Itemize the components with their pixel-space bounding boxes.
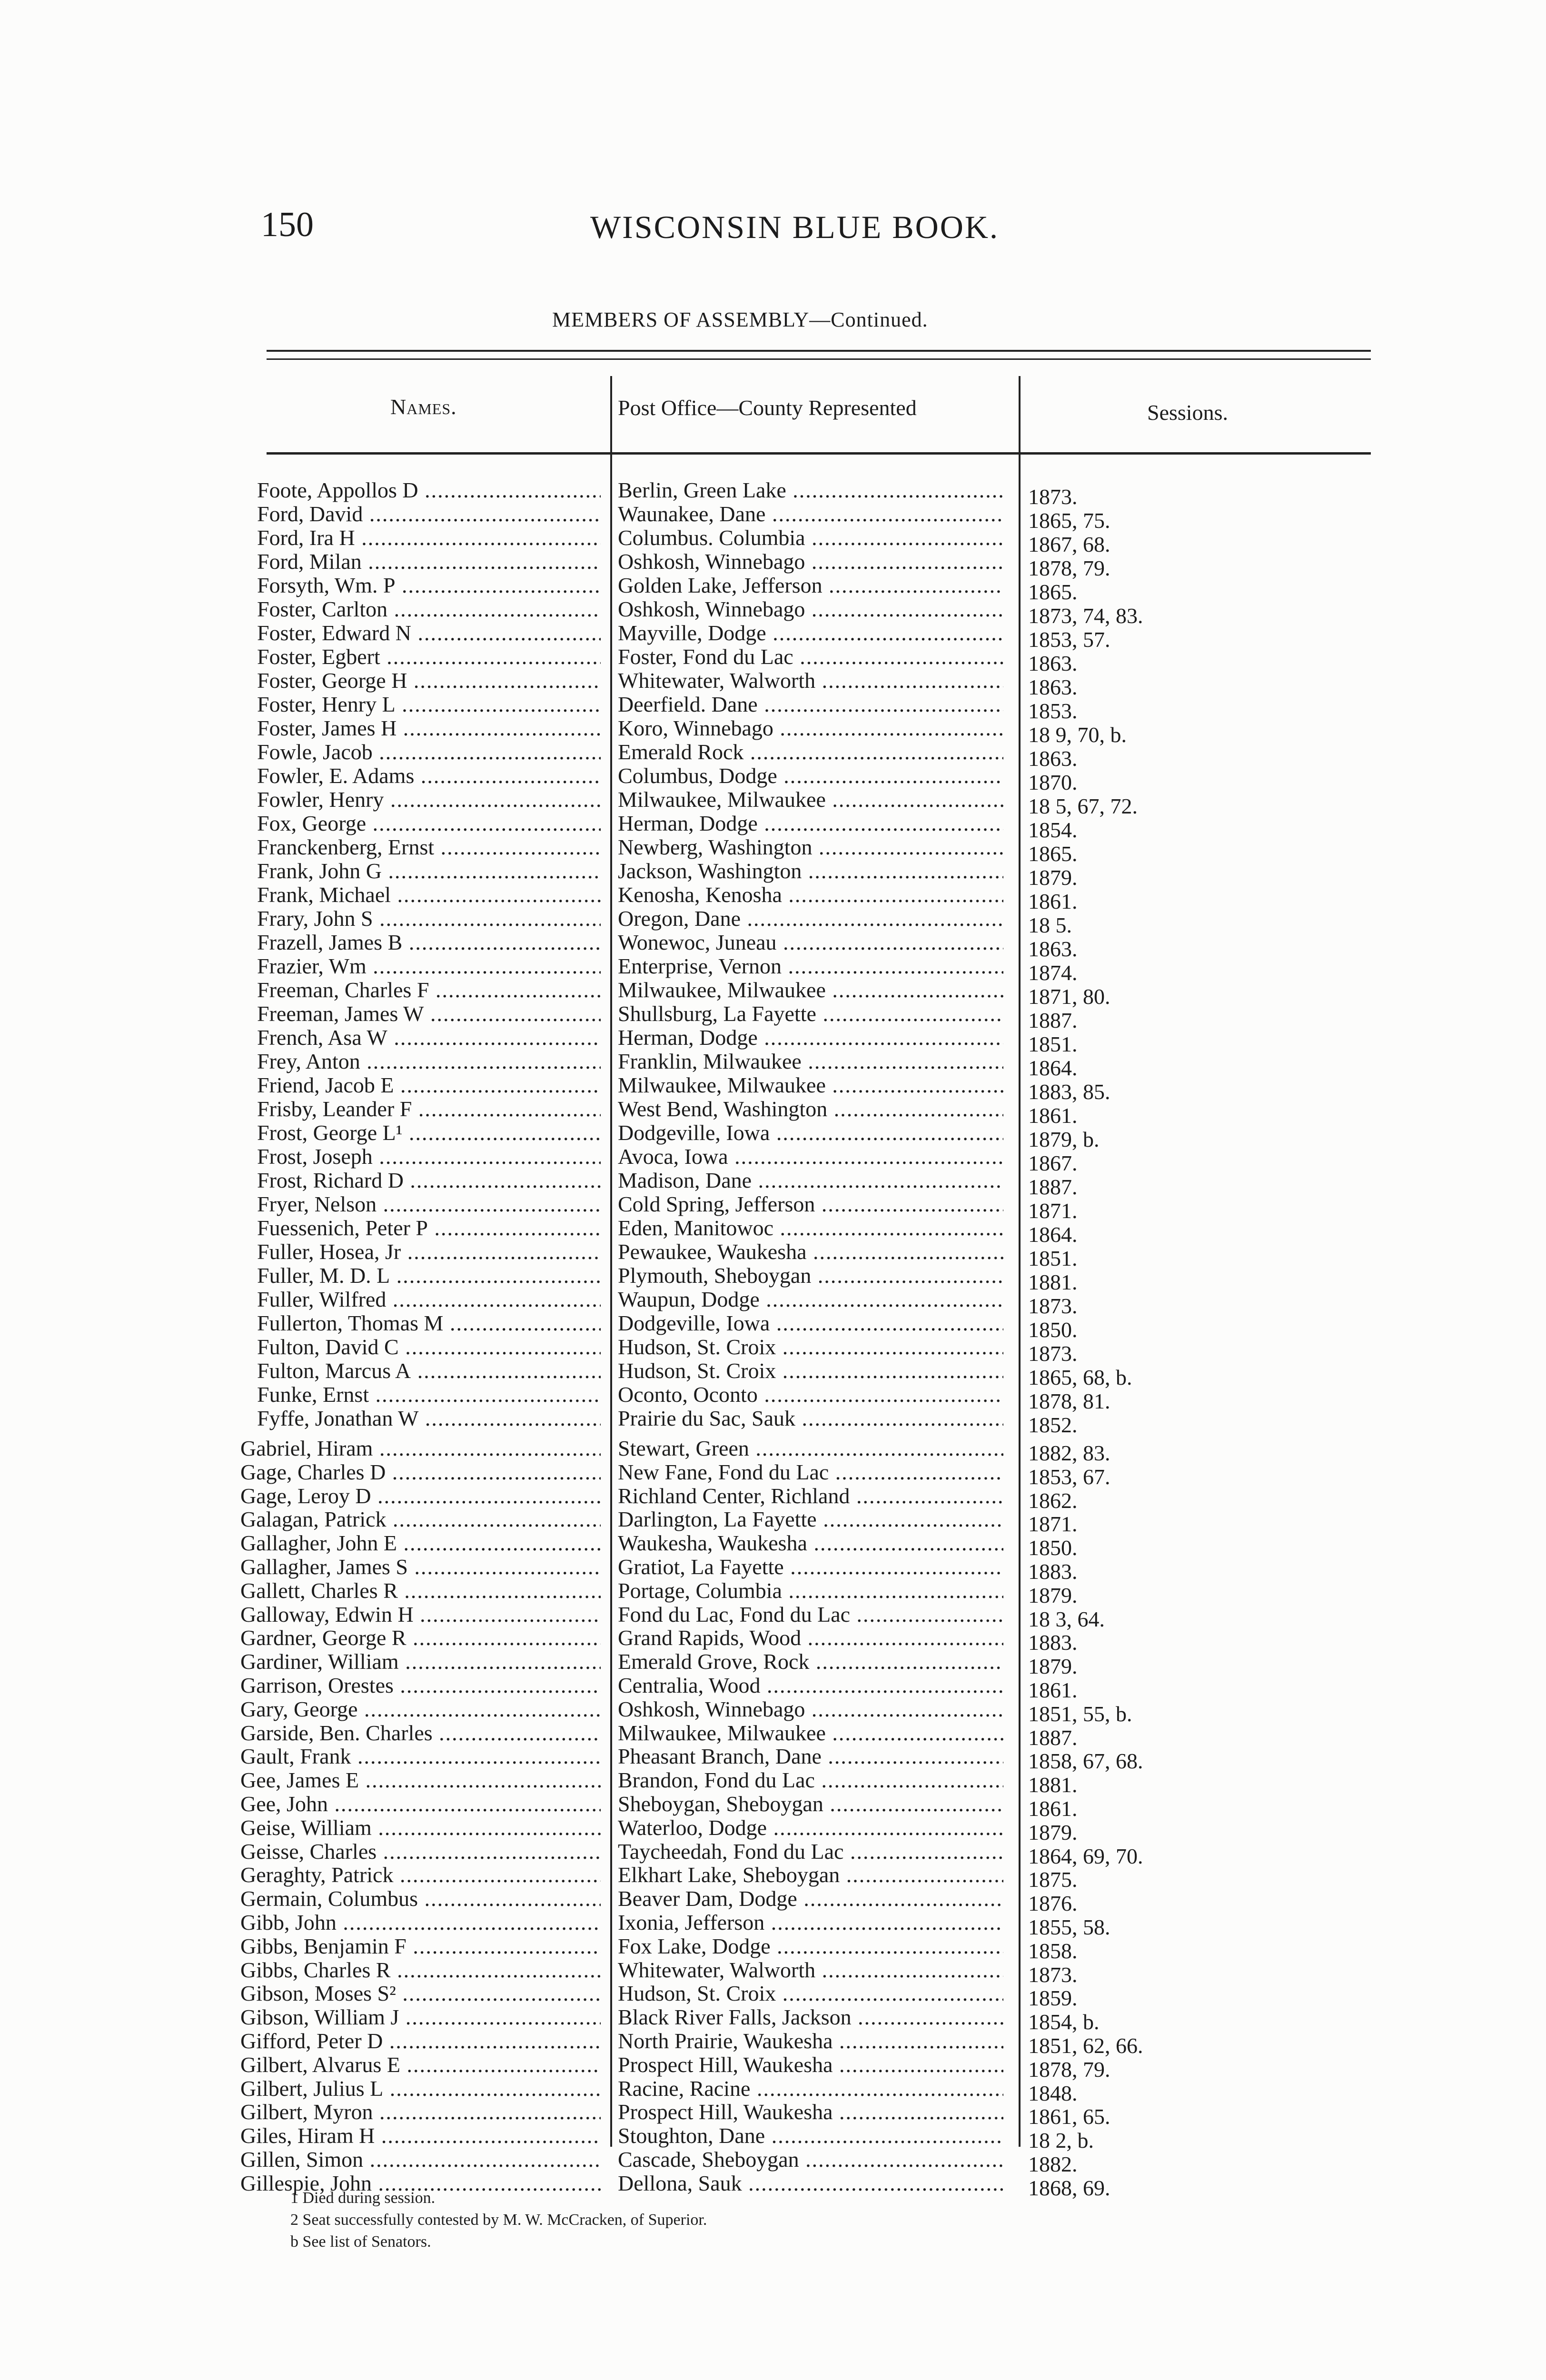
member-name: Frey, Anton .....: [257, 1050, 601, 1073]
table-row: [0, 1815, 1546, 1844]
member-name: Frost, George L¹ .....: [257, 1121, 601, 1145]
member-name: Garside, Ben. Charles .....: [240, 1721, 601, 1745]
member-sessions: 1878, 79.: [1028, 2057, 1110, 2082]
table-row: [0, 2076, 1546, 2105]
member-name: Frank, John G .....: [257, 859, 601, 883]
member-name: Gee, James E .....: [240, 1768, 601, 1792]
table-row: [0, 2124, 1546, 2153]
table-row: [0, 1026, 1546, 1056]
table-row: [0, 1792, 1546, 1821]
member-post-office: Brandon, Fond du Lac .....: [618, 1768, 1003, 1792]
member-post-office: Franklin, Milwaukee .....: [618, 1050, 1003, 1073]
member-sessions: 1863.: [1028, 651, 1078, 675]
member-sessions: 1853, 57.: [1028, 627, 1110, 652]
member-name: Frisby, Leander F .....: [257, 1097, 601, 1121]
member-sessions: 1883.: [1028, 1630, 1078, 1655]
member-name: Fuller, Hosea, Jr .....: [257, 1240, 601, 1264]
member-name: Geisse, Charles .....: [240, 1840, 601, 1864]
member-name: Funke, Ernst .....: [257, 1383, 601, 1407]
member-post-office: Waunakee, Dane .....: [618, 502, 1003, 526]
member-post-office: Golden Lake, Jefferson .....: [618, 574, 1003, 597]
member-sessions: 18 9, 70, b.: [1028, 723, 1127, 747]
member-name: Fowler, E. Adams .....: [257, 764, 601, 788]
member-post-office: Newberg, Washington .....: [618, 835, 1003, 859]
member-sessions: 1861.: [1028, 1103, 1078, 1128]
member-post-office: Berlin, Green Lake .....: [618, 478, 1003, 502]
table-row: [0, 1169, 1546, 1199]
table-row: [0, 574, 1546, 604]
member-name: Gibson, Moses S² .....: [240, 1982, 601, 2005]
member-post-office: Prospect Hill, Waukesha .....: [618, 2100, 1003, 2124]
table-row: [0, 550, 1546, 580]
member-sessions: 1882.: [1028, 2152, 1078, 2176]
table-row: [0, 1484, 1546, 1513]
member-post-office: Milwaukee, Milwaukee .....: [618, 788, 1003, 812]
member-name: Foster, George H .....: [257, 669, 601, 693]
column-header-names: Names.: [390, 395, 457, 419]
member-sessions: 1848.: [1028, 2081, 1078, 2105]
member-sessions: 1871.: [1028, 1512, 1078, 1537]
member-sessions: 1863.: [1028, 937, 1078, 961]
member-sessions: 1870.: [1028, 770, 1078, 794]
table-row: [0, 1507, 1546, 1537]
table-row: [0, 1531, 1546, 1560]
member-sessions: 1879.: [1028, 1583, 1078, 1607]
member-post-office: West Bend, Washington .....: [618, 1097, 1003, 1121]
member-sessions: 1858.: [1028, 1938, 1078, 1963]
member-sessions: 1851.: [1028, 1032, 1078, 1056]
member-sessions: 1851, 55, b.: [1028, 1701, 1132, 1726]
member-name: Fowler, Henry .....: [257, 788, 601, 812]
member-post-office: Oshkosh, Winnebago .....: [618, 550, 1003, 574]
member-sessions: 1859.: [1028, 1986, 1078, 2011]
member-post-office: Milwaukee, Milwaukee .....: [618, 1073, 1003, 1097]
member-post-office: Pewaukee, Waukesha .....: [618, 1240, 1003, 1264]
table-row: [0, 2005, 1546, 2034]
member-sessions: 1851, 62, 66.: [1028, 2033, 1143, 2058]
member-post-office: Herman, Dodge .....: [618, 1026, 1003, 1050]
member-post-office: Whitewater, Walworth .....: [618, 1958, 1003, 1982]
member-post-office: Hudson, St. Croix .....: [618, 1982, 1003, 2005]
member-name: Frank, Michael .....: [257, 883, 601, 907]
table-row: [0, 478, 1546, 509]
member-sessions: 1861.: [1028, 1796, 1078, 1821]
member-name: Fyffe, Jonathan W .....: [257, 1407, 601, 1430]
table-row: [0, 1839, 1546, 1868]
member-post-office: Racine, Racine .....: [618, 2077, 1003, 2101]
member-sessions: 1863.: [1028, 675, 1078, 699]
member-sessions: 1865, 75.: [1028, 508, 1110, 533]
table-row: [0, 669, 1546, 699]
member-post-office: Madison, Dane .....: [618, 1169, 1003, 1192]
table-row: [0, 1555, 1546, 1584]
member-name: Frazell, James B .....: [257, 931, 601, 954]
member-post-office: Herman, Dodge .....: [618, 812, 1003, 835]
member-sessions: 1854.: [1028, 818, 1078, 842]
member-name: Gillen, Simon .....: [240, 2148, 601, 2172]
member-name: Giles, Hiram H .....: [240, 2124, 601, 2148]
member-name: Freeman, Charles F .....: [257, 978, 601, 1002]
running-head: WISCONSIN BLUE BOOK.: [590, 209, 999, 245]
member-sessions: 1853, 67.: [1028, 1464, 1110, 1489]
table-row: [0, 693, 1546, 723]
member-post-office: Cascade, Sheboygan .....: [618, 2148, 1003, 2172]
member-sessions: 1868, 69.: [1028, 2175, 1110, 2200]
member-sessions: 1879.: [1028, 865, 1078, 890]
table-row: [0, 1240, 1546, 1270]
member-post-office: Milwaukee, Milwaukee .....: [618, 978, 1003, 1002]
member-sessions: 1850.: [1028, 1318, 1078, 1342]
member-sessions: 1865.: [1028, 580, 1078, 604]
table-row: [0, 1674, 1546, 1702]
member-post-office: Gratiot, La Fayette .....: [618, 1555, 1003, 1579]
footnote-1: 1 Died during session.: [290, 2189, 436, 2207]
member-sessions: 1863.: [1028, 746, 1078, 771]
member-post-office: Fond du Lac, Fond du Lac .....: [618, 1603, 1003, 1626]
table-row: [0, 1626, 1546, 1655]
member-name: Freeman, James W .....: [257, 1002, 601, 1026]
table-row: [0, 1602, 1546, 1631]
member-post-office: Jackson, Washington .....: [618, 859, 1003, 883]
member-sessions: 1879, b.: [1028, 1127, 1100, 1151]
table-row: [0, 978, 1546, 1009]
member-post-office: Centralia, Wood .....: [618, 1674, 1003, 1697]
member-name: Fulton, David C .....: [257, 1335, 601, 1359]
member-post-office: Koro, Winnebago .....: [618, 716, 1003, 740]
member-name: Gifford, Peter D .....: [240, 2029, 601, 2053]
member-name: Ford, David .....: [257, 502, 601, 526]
table-row: [0, 2100, 1546, 2129]
table-row: [0, 1460, 1546, 1489]
member-sessions: 1861.: [1028, 1678, 1078, 1702]
table-row: [0, 859, 1546, 890]
table-row: [0, 954, 1546, 985]
table-row: [0, 907, 1546, 937]
member-name: Galloway, Edwin H .....: [240, 1603, 601, 1626]
table-row: [0, 1934, 1546, 1963]
member-post-office: Dodgeville, Iowa .....: [618, 1121, 1003, 1145]
member-sessions: 1852.: [1028, 1413, 1078, 1437]
member-name: Gibbs, Charles R .....: [240, 1958, 601, 1982]
member-post-office: Stoughton, Dane .....: [618, 2124, 1003, 2148]
member-sessions: 1867, 68.: [1028, 532, 1110, 556]
page-number: 150: [261, 205, 314, 244]
member-name: Geraghty, Patrick .....: [240, 1863, 601, 1887]
footnote-2: 2 Seat successfully contested by M. W. McCracken, of Superior.: [290, 2211, 707, 2229]
table-row: [0, 597, 1546, 628]
member-post-office: Cold Spring, Jefferson .....: [618, 1192, 1003, 1216]
table-row: [0, 1697, 1546, 1726]
header-rule: [267, 452, 1371, 455]
footnotes: [290, 2187, 707, 2253]
member-post-office: Grand Rapids, Wood .....: [618, 1626, 1003, 1650]
member-name: Gardiner, William .....: [240, 1650, 601, 1674]
member-sessions: 18 3, 64.: [1028, 1606, 1105, 1631]
member-name: Foster, Carlton .....: [257, 597, 601, 621]
member-name: Foster, Egbert .....: [257, 645, 601, 669]
member-sessions: 1854, b.: [1028, 2010, 1100, 2034]
member-name: Fox, George .....: [257, 812, 601, 835]
member-name: Forsyth, Wm. P .....: [257, 574, 601, 597]
member-post-office: Richland Center, Richland .....: [618, 1484, 1003, 1508]
member-sessions: 1864.: [1028, 1056, 1078, 1080]
table-row: [0, 931, 1546, 961]
member-sessions: 1853.: [1028, 699, 1078, 723]
member-sessions: 18 2, b.: [1028, 2128, 1094, 2153]
member-sessions: 18 5, 67, 72.: [1028, 794, 1138, 818]
member-name: Franckenberg, Ernst .....: [257, 835, 601, 859]
member-name: Gillespie, John .....: [240, 2172, 601, 2195]
member-sessions: 1873, 74, 83.: [1028, 604, 1143, 628]
member-sessions: 1873.: [1028, 485, 1078, 509]
footnote-b: b See list of Senators.: [290, 2233, 431, 2251]
table-row: [0, 645, 1546, 675]
member-name: Foster, James H .....: [257, 716, 601, 740]
column-header-sessions: Sessions.: [1147, 400, 1228, 425]
member-post-office: Dellona, Sauk .....: [618, 2172, 1003, 2195]
member-name: Gault, Frank .....: [240, 1745, 601, 1768]
member-post-office: Elkhart Lake, Sheboygan .....: [618, 1863, 1003, 1887]
table-row: [0, 1002, 1546, 1032]
member-post-office: Oconto, Oconto .....: [618, 1383, 1003, 1407]
member-sessions: 1878, 79.: [1028, 556, 1110, 580]
member-name: Foster, Edward N .....: [257, 621, 601, 645]
member-post-office: Kenosha, Kenosha .....: [618, 883, 1003, 907]
table-row: [0, 883, 1546, 913]
table-row: [0, 1721, 1546, 1750]
member-name: Gage, Charles D .....: [240, 1460, 601, 1484]
member-post-office: Avoca, Iowa .....: [618, 1145, 1003, 1169]
member-post-office: Emerald Rock .....: [618, 740, 1003, 764]
member-post-office: Hudson, St. Croix .....: [618, 1359, 1003, 1383]
table-row: [0, 716, 1546, 747]
member-post-office: Black River Falls, Jackson .....: [618, 2005, 1003, 2029]
member-name: Gallagher, John E .....: [240, 1531, 601, 1555]
member-sessions: 1861, 65.: [1028, 2104, 1110, 2129]
member-name: Foster, Henry L .....: [257, 693, 601, 716]
table-row: [0, 1578, 1546, 1607]
member-post-office: Plymouth, Sheboygan .....: [618, 1264, 1003, 1288]
member-post-office: Columbus, Dodge .....: [618, 764, 1003, 788]
member-sessions: 1879.: [1028, 1820, 1078, 1844]
table-row: [0, 1911, 1546, 1939]
member-name: Gallagher, James S .....: [240, 1555, 601, 1579]
table-row: [0, 2029, 1546, 2058]
member-sessions: 1864.: [1028, 1222, 1078, 1247]
member-post-office: Beaver Dam, Dodge .....: [618, 1887, 1003, 1911]
table-row: [0, 1097, 1546, 1128]
table-row: [0, 1650, 1546, 1679]
member-sessions: 1887.: [1028, 1725, 1078, 1750]
member-name: Foote, Appollos D .....: [257, 478, 601, 502]
member-sessions: 1858, 67, 68.: [1028, 1749, 1143, 1774]
member-post-office: Emerald Grove, Rock .....: [618, 1650, 1003, 1674]
member-sessions: 1871, 80.: [1028, 984, 1110, 1009]
member-sessions: 1871.: [1028, 1199, 1078, 1223]
table-row: [0, 1437, 1546, 1465]
member-post-office: Darlington, La Fayette .....: [618, 1507, 1003, 1531]
member-post-office: Dodgeville, Iowa .....: [618, 1311, 1003, 1335]
member-sessions: 1883, 85.: [1028, 1080, 1110, 1104]
member-name: Fulton, Marcus A .....: [257, 1359, 601, 1383]
member-name: Gibbs, Benjamin F .....: [240, 1934, 601, 1958]
member-post-office: North Prairie, Waukesha .....: [618, 2029, 1003, 2053]
member-post-office: Sheboygan, Sheboygan .....: [618, 1792, 1003, 1816]
member-name: Fuessenich, Peter P .....: [257, 1216, 601, 1240]
member-name: Garrison, Orestes .....: [240, 1674, 601, 1697]
member-sessions: 1887.: [1028, 1008, 1078, 1032]
member-post-office: Shullsburg, La Fayette .....: [618, 1002, 1003, 1026]
member-post-office: Mayville, Dodge .....: [618, 621, 1003, 645]
column-header-post-office: Post Office—County Represented: [618, 396, 917, 420]
member-post-office: Enterprise, Vernon .....: [618, 954, 1003, 978]
member-name: Fullerton, Thomas M .....: [257, 1311, 601, 1335]
member-name: Gilbert, Julius L .....: [240, 2077, 601, 2101]
member-name: Friend, Jacob E .....: [257, 1073, 601, 1097]
member-post-office: New Fane, Fond du Lac .....: [618, 1460, 1003, 1484]
member-name: Fryer, Nelson .....: [257, 1192, 601, 1216]
member-name: Fuller, M. D. L .....: [257, 1264, 601, 1288]
member-post-office: Deerfield. Dane .....: [618, 693, 1003, 716]
member-name: Gabriel, Hiram .....: [240, 1437, 601, 1460]
table-row: [0, 502, 1546, 533]
table-row: [0, 1050, 1546, 1080]
member-sessions: 1855, 58.: [1028, 1915, 1110, 1939]
table-row: [0, 1383, 1546, 1413]
table-row: [0, 1121, 1546, 1151]
table-row: [0, 1768, 1546, 1797]
member-sessions: 1874.: [1028, 961, 1078, 985]
table-row: [0, 1887, 1546, 1916]
member-name: Geise, William .....: [240, 1816, 601, 1840]
member-name: Gilbert, Alvarus E .....: [240, 2053, 601, 2077]
member-name: Germain, Columbus .....: [240, 1887, 601, 1911]
member-sessions: 1850.: [1028, 1536, 1078, 1560]
table-row: [0, 1407, 1546, 1437]
member-sessions: 1867.: [1028, 1151, 1078, 1175]
member-name: Fuller, Wilfred .....: [257, 1288, 601, 1311]
table-row: [0, 764, 1546, 794]
member-post-office: Taycheedah, Fond du Lac .....: [618, 1840, 1003, 1864]
member-name: Gallett, Charles R .....: [240, 1579, 601, 1603]
table-row: [0, 1745, 1546, 1774]
member-post-office: Prospect Hill, Waukesha .....: [618, 2053, 1003, 2077]
member-post-office: Oshkosh, Winnebago .....: [618, 597, 1003, 621]
section-title: MEMBERS OF ASSEMBLY—Continued.: [552, 308, 928, 331]
table-row: [0, 1311, 1546, 1342]
member-post-office: Columbus. Columbia .....: [618, 526, 1003, 550]
table-row: [0, 2148, 1546, 2176]
member-sessions: 1887.: [1028, 1175, 1078, 1199]
member-post-office: Fox Lake, Dodge .....: [618, 1934, 1003, 1958]
member-name: Frost, Richard D .....: [257, 1169, 601, 1192]
member-sessions: 1861.: [1028, 889, 1078, 913]
member-post-office: Stewart, Green .....: [618, 1437, 1003, 1460]
member-post-office: Hudson, St. Croix .....: [618, 1335, 1003, 1359]
member-name: Gary, George .....: [240, 1697, 601, 1721]
member-name: Gibb, John .....: [240, 1911, 601, 1934]
member-name: Fowle, Jacob .....: [257, 740, 601, 764]
member-post-office: Wonewoc, Juneau .....: [618, 931, 1003, 954]
member-post-office: Oshkosh, Winnebago .....: [618, 1697, 1003, 1721]
member-sessions: 1875.: [1028, 1867, 1078, 1892]
member-sessions: 1865.: [1028, 842, 1078, 866]
member-name: Frary, John S .....: [257, 907, 601, 931]
member-post-office: Waterloo, Dodge .....: [618, 1816, 1003, 1840]
member-name: Frost, Joseph .....: [257, 1145, 601, 1169]
member-sessions: 1862.: [1028, 1488, 1078, 1513]
table-row: [0, 2053, 1546, 2082]
member-post-office: Portage, Columbia .....: [618, 1579, 1003, 1603]
table-row: [0, 1192, 1546, 1223]
member-sessions: 1876.: [1028, 1891, 1078, 1916]
member-sessions: 1865, 68, b.: [1028, 1365, 1132, 1389]
table-row: [0, 1958, 1546, 1987]
member-post-office: Oregon, Dane .....: [618, 907, 1003, 931]
member-post-office: Milwaukee, Milwaukee .....: [618, 1721, 1003, 1745]
member-name: Frazier, Wm .....: [257, 954, 601, 978]
member-name: French, Asa W .....: [257, 1026, 601, 1050]
member-post-office: Eden, Manitowoc .....: [618, 1216, 1003, 1240]
member-post-office: Pheasant Branch, Dane .....: [618, 1745, 1003, 1768]
table-row: [0, 1863, 1546, 1892]
member-sessions: 1881.: [1028, 1270, 1078, 1294]
member-name: Ford, Ira H .....: [257, 526, 601, 550]
member-sessions: 18 5.: [1028, 913, 1072, 937]
member-sessions: 1883.: [1028, 1559, 1078, 1584]
member-post-office: Foster, Fond du Lac .....: [618, 645, 1003, 669]
member-sessions: 1864, 69, 70.: [1028, 1844, 1143, 1868]
table-row: [0, 1145, 1546, 1175]
member-name: Gee, John .....: [240, 1792, 601, 1816]
member-name: Gilbert, Myron .....: [240, 2100, 601, 2124]
table-row: [0, 1359, 1546, 1389]
table-row: [0, 740, 1546, 771]
double-rule: [267, 350, 1371, 360]
member-name: Gibson, William J .....: [240, 2005, 601, 2029]
member-sessions: 1851.: [1028, 1246, 1078, 1270]
member-post-office: Prairie du Sac, Sauk .....: [618, 1407, 1003, 1430]
table-row: [0, 1982, 1546, 2011]
table-row: [0, 1216, 1546, 1247]
member-sessions: 1873.: [1028, 1962, 1078, 1987]
member-name: Gardner, George R .....: [240, 1626, 601, 1650]
member-name: Galagan, Patrick .....: [240, 1507, 601, 1531]
member-sessions: 1881.: [1028, 1773, 1078, 1797]
table-row: [0, 788, 1546, 818]
member-name: Gage, Leroy D .....: [240, 1484, 601, 1508]
table-row: [0, 1335, 1546, 1366]
member-post-office: Ixonia, Jefferson .....: [618, 1911, 1003, 1934]
member-sessions: 1878, 81.: [1028, 1389, 1110, 1413]
member-post-office: Waupun, Dodge .....: [618, 1288, 1003, 1311]
member-sessions: 1879.: [1028, 1654, 1078, 1679]
table-row: [0, 526, 1546, 556]
table-row: [0, 812, 1546, 842]
table-row: [0, 1264, 1546, 1294]
member-name: Ford, Milan .....: [257, 550, 601, 574]
table-row: [0, 621, 1546, 652]
member-post-office: Whitewater, Walworth .....: [618, 669, 1003, 693]
table-row: [0, 1073, 1546, 1104]
member-post-office: Waukesha, Waukesha .....: [618, 1531, 1003, 1555]
table-row: [0, 835, 1546, 866]
member-sessions: 1873.: [1028, 1294, 1078, 1318]
member-sessions: 1882, 83.: [1028, 1441, 1110, 1465]
table-row: [0, 1288, 1546, 1318]
member-sessions: 1873.: [1028, 1341, 1078, 1366]
